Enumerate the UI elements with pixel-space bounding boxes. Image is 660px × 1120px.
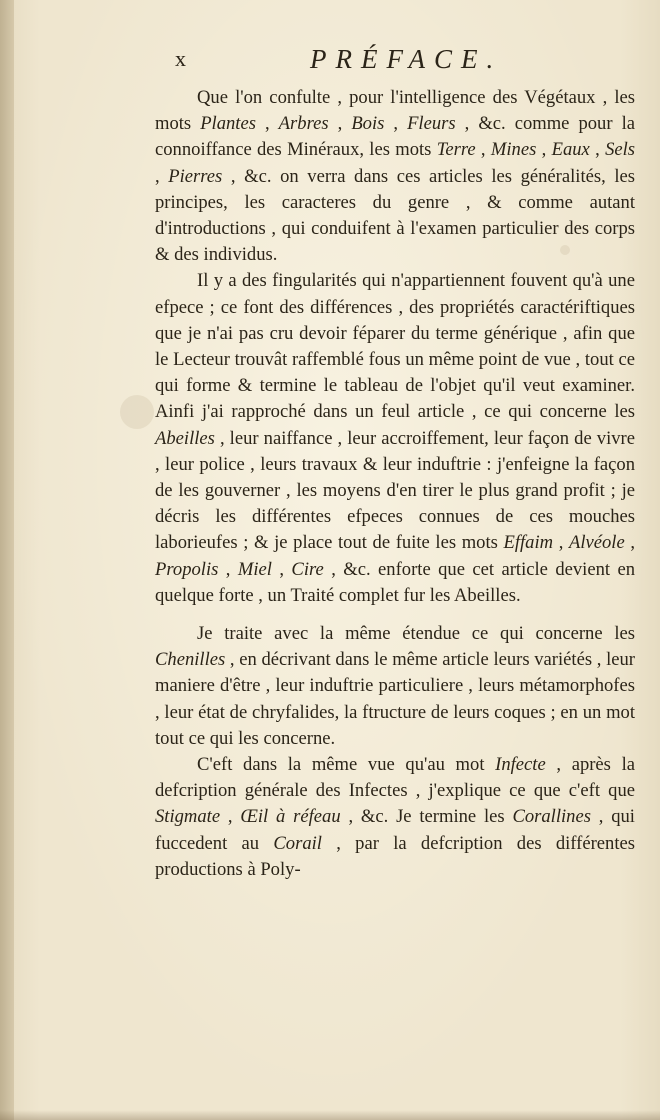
italic-term: Arbres [278,113,329,135]
italic-term: Œil à réfeau [240,806,341,828]
page-number: x [175,46,186,71]
italic-term: Corail [273,832,322,854]
running-title: PRÉFACE. [310,44,503,74]
text-run: , [155,165,169,187]
italic-term: Bois [351,113,385,135]
italic-term: Infecte [495,754,546,776]
text-run: , par la defcription des différentes productions à Poly- [155,832,635,880]
text-run: , [255,113,279,135]
text-run: , &c. on verra dans ces articles les généralités, les principes, les caracteres du genre , & comme autant d'introductions , qui conduifent à l'examen particulier des corps & des individus. [155,165,636,266]
text-run: , qui fuccedent au [155,806,635,854]
text-run: , [624,532,636,554]
text-run: , &c. Je termine les [340,806,513,828]
paragraph-4 [155,752,635,883]
italic-term: Fleurs [407,113,456,135]
italic-term: Abeilles [155,427,215,449]
page-header [175,44,595,84]
paragraph-1 [155,85,635,268]
italic-term: Cire [291,558,324,580]
italic-term: Effaim [503,532,554,554]
text-run: , [384,113,408,135]
italic-term: Corallines [512,806,591,828]
text-run: , [328,113,352,135]
page-bottom-edge [0,1110,660,1120]
paragraph-2 [155,268,635,609]
italic-term: Pierres [168,165,223,187]
text-run: , [553,532,569,554]
italic-term: Stigmate [155,806,221,828]
italic-term: Propolis [155,558,219,580]
italic-term: Mines [490,139,537,161]
text-run: C'eft dans la même vue qu'au mot [197,754,496,776]
paper-stain [120,395,154,429]
italic-term: Alvéole [568,532,625,554]
italic-term: Sels [605,139,636,161]
italic-term: Chenilles [155,649,226,671]
italic-term: Miel [237,558,272,580]
text-run: , &c. comme pour la connoiffance des Minéraux, les mots [155,113,635,161]
text-run: Il y a des fingularités qui n'appartiennent fouvent qu'à une efpece ; ce font des différences , des propriétés caractériftiques que je n'ai pas cru devoir féparer du terme générique , afin que le Lecteur trouvât raffemblé fous un même point de vue , tout ce qui forme & termine le tableau de l'objet qu'il veut examiner. Ainfi j'ai rapproché dans un feul article , ce qui concerne les [155,270,635,423]
text-run: , [220,806,241,828]
text-run: , [536,139,552,161]
text-run: , leur naiffance , leur accroiffement, leur façon de vivre , leur police , leurs travaux & leur induftrie : j'enfeigne la façon de les gouverner , les moyens d'en tirer le plus grand profit ; je décris les différentes efpeces connues de ces mouches laborieufes ; & je place tout de fuite les mots [155,427,635,554]
text-run: , [475,139,491,161]
page-gutter [0,0,14,1120]
paragraph-3 [155,621,635,752]
text-run: , après la defcription générale des Infectes , j'explique ce que c'eft que [155,754,635,802]
text-run: , [271,558,292,580]
text-run: , [589,139,606,161]
text-run: Que l'on confulte , pour l'intelligence des Végétaux , les mots [155,87,635,135]
body-text [155,85,635,883]
italic-term: Eaux [551,139,590,161]
italic-term: Plantes [200,113,256,135]
text-run: , en décrivant dans le même article leurs variétés , leur maniere d'être , leur induftrie particuliere , leurs métamorphofes , leur état de chryfalides, la ftructure de leurs coques ; en un mot tout ce qui les concerne. [155,649,635,749]
text-run: , &c. enforte que cet article devient en quelque forte , un Traité complet fur les Abeilles. [155,558,636,606]
text-run: Je traite avec la même étendue ce qui concerne les [197,623,635,645]
italic-term: Terre [436,139,476,161]
text-run: , [218,558,238,580]
